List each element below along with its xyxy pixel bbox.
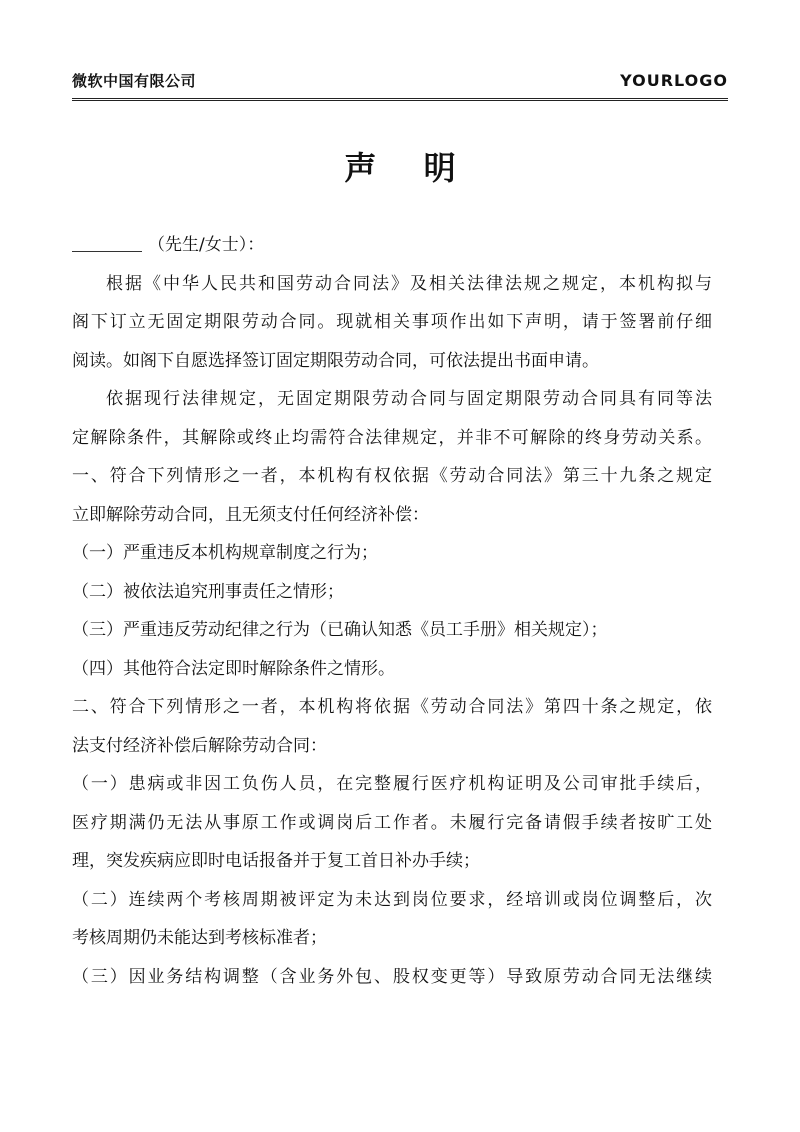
list-item: （二）连续两个考核周期被评定为未达到岗位要求，经培训或岗位调整后，次 (72, 889, 712, 910)
document-body (72, 226, 712, 996)
list-item-continuation: 医疗期满仍无法从事原工作或调岗后工作者。未履行完备请假手续者按旷工处 (72, 812, 712, 833)
list-item-continuation: 理，突发疾病应即时电话报备并于复工首日补办手续； (72, 851, 480, 871)
paragraph-line: 根据《中华人民共和国劳动合同法》及相关法律法规之规定，本机构拟与 (106, 273, 712, 294)
list-item-continuation: 考核周期仍未能达到考核标准者； (72, 928, 327, 948)
logo-text: YOURLOGO (620, 71, 728, 90)
list-item: （一）患病或非因工负伤人员，在完整履行医疗机构证明及公司审批手续后， (72, 774, 712, 794)
paragraph-line: 阁下订立无固定期限劳动合同。现就相关事项作出如下声明，请于签署前仔细 (72, 312, 712, 332)
paragraph-line: 阅读。如阁下自愿选择签订固定期限劳动合同，可依法提出书面申请。 (72, 350, 599, 371)
page-title: 声 明 (344, 149, 474, 187)
paragraph-line: 二、符合下列情形之一者，本机构将依据《劳动合同法》第四十条之规定，依 (72, 697, 712, 717)
list-item: （三）严重违反劳动纪律之行为（已确认知悉《员工手册》相关规定）； (72, 620, 608, 640)
list-item: （四）其他符合法定即时解除条件之情形。 (72, 658, 395, 679)
company-name: 微软中国有限公司 (72, 72, 197, 90)
list-item: （二）被依法追究刑事责任之情形； (72, 581, 344, 602)
salutation-text: （先生/女士）： (148, 235, 265, 255)
paragraph-line: 立即解除劳动合同，且无须支付任何经济补偿： (72, 504, 429, 525)
paragraph-line: 依据现行法律规定，无固定期限劳动合同与固定期限劳动合同具有同等法 (106, 389, 712, 409)
salutation (72, 226, 712, 265)
paragraph-line: 一、符合下列情形之一者，本机构有权依据《劳动合同法》第三十九条之规定 (72, 466, 712, 486)
name-blank (72, 231, 142, 252)
page-header (72, 64, 728, 101)
paragraph-line: 法支付经济补偿后解除劳动合同： (72, 735, 327, 756)
paragraph-line: 定解除条件，其解除或终止均需符合法律规定，并非不可解除的终身劳动关系。 (72, 427, 712, 448)
list-item: （三）因业务结构调整（含业务外包、股权变更等）导致原劳动合同无法继续 (72, 966, 712, 987)
list-item: （一）严重违反本机构规章制度之行为； (72, 543, 378, 563)
